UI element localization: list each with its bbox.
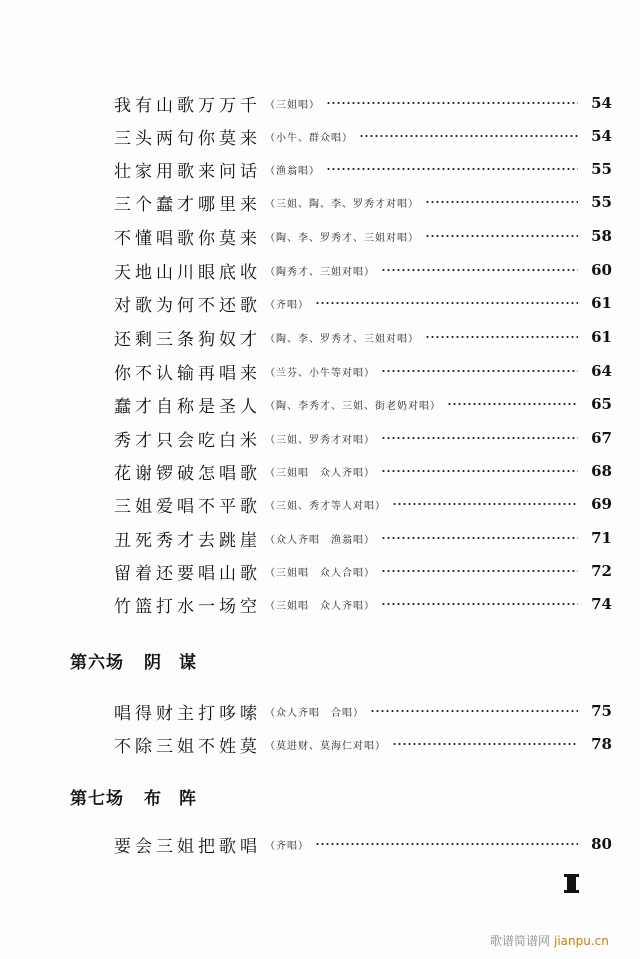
entry-page: 61 [591, 294, 612, 312]
entry-page: 60 [591, 261, 612, 279]
toc-entry[interactable] [114, 390, 612, 418]
entry-note: （三姐、秀才等人对唱） [265, 500, 386, 512]
entry-page: 71 [591, 529, 612, 547]
entry-title: 不除三姐不姓莫 [114, 736, 261, 757]
entry-page: 65 [591, 395, 612, 413]
entry-title: 不懂唱歌你莫来 [114, 228, 261, 249]
entry-page: 68 [591, 462, 612, 480]
entry-title: 蠢才自称是圣人 [114, 396, 261, 417]
entry-note: （齐唱） [265, 299, 309, 311]
entry-title: 你不认输再唱来 [114, 363, 261, 384]
watermark-site: jianpu.cn [554, 934, 609, 948]
section-number: 第七场 [70, 789, 124, 809]
entry-note: （陶、李、罗秀才、三姐对唱） [265, 232, 419, 244]
entry-page: 54 [591, 94, 612, 112]
entry-title: 花谢锣破怎唱歌 [114, 463, 261, 484]
entry-title: 秀才只会吃白米 [114, 430, 261, 451]
watermark [490, 932, 609, 949]
entry-title: 壮家用歌来问话 [114, 161, 261, 182]
entry-page: 61 [591, 328, 612, 346]
dot-leader [447, 399, 578, 409]
dot-leader [315, 298, 578, 308]
entry-title: 留着还要唱山歌 [114, 563, 261, 584]
entry-page: 67 [591, 429, 612, 447]
dot-leader [381, 366, 578, 376]
dot-leader [381, 433, 578, 443]
entry-note: （三姐、陶、李、罗秀才对唱） [265, 198, 419, 210]
entry-note: （三姐唱） [265, 99, 320, 111]
entry-title: 竹篮打水一场空 [114, 596, 261, 617]
entry-page: 54 [591, 127, 612, 145]
dot-leader [326, 164, 578, 174]
entry-note: （渔翁唱） [265, 165, 320, 177]
toc-entry[interactable] [114, 830, 612, 858]
entry-note: （三姐唱 众人合唱） [265, 567, 375, 579]
dot-leader [359, 131, 578, 141]
entry-note: （陶、李、罗秀才、三姐对唱） [265, 333, 419, 345]
toc-entry[interactable] [114, 524, 612, 552]
entry-title: 天地山川眼底收 [114, 262, 261, 283]
entry-note: （三姐唱 众人齐唱） [265, 600, 375, 612]
dot-leader [381, 265, 578, 275]
toc-entry[interactable] [114, 256, 612, 284]
entry-note: （小牛、群众唱） [265, 132, 353, 144]
entry-page: 72 [591, 562, 612, 580]
dot-leader [370, 706, 578, 716]
toc-entry[interactable] [114, 188, 612, 216]
entry-page: 80 [591, 835, 612, 853]
entry-note: （众人齐唱 渔翁唱） [265, 534, 375, 546]
entry-title: 三个蠢才哪里来 [114, 194, 261, 215]
section-number: 第六场 [70, 653, 124, 673]
entry-page: 74 [591, 595, 612, 613]
entry-note: （众人齐唱 合唱） [265, 707, 364, 719]
dot-leader [381, 533, 578, 543]
entry-note: （莫进财、莫海仁对唱） [265, 740, 386, 752]
dot-leader [381, 566, 578, 576]
entry-page: 75 [591, 702, 612, 720]
watermark-text: 歌谱简谱网 [490, 934, 551, 948]
entry-page: 64 [591, 362, 612, 380]
dot-leader [381, 466, 578, 476]
entry-note: （齐唱） [265, 840, 309, 852]
entry-page: 55 [591, 193, 612, 211]
entry-title: 唱得财主打哆嗦 [114, 703, 261, 724]
entry-page: 55 [591, 160, 612, 178]
dot-leader [326, 98, 578, 108]
toc-entry[interactable] [114, 89, 612, 117]
dot-leader [425, 332, 578, 342]
section-heading-scene7 [70, 784, 214, 809]
entry-title: 对歌为何不还歌 [114, 295, 261, 316]
dot-leader [315, 839, 578, 849]
section-heading-scene6 [70, 648, 214, 673]
page-marker-roman-numeral [567, 874, 576, 893]
entry-page: 78 [591, 735, 612, 753]
toc-entry[interactable] [114, 155, 612, 183]
dot-leader [425, 231, 578, 241]
entry-note: （三姐唱 众人齐唱） [265, 467, 375, 479]
entry-title: 三姐爱唱不平歌 [114, 496, 261, 517]
entry-note: （陶、李秀才、三姐、街老奶对唱） [265, 400, 441, 412]
toc-entry[interactable] [114, 457, 612, 485]
entry-title: 要会三姐把歌唱 [114, 836, 261, 857]
entry-page: 69 [591, 495, 612, 513]
entry-title: 丑死秀才去跳崖 [114, 530, 261, 551]
toc-entry[interactable] [114, 357, 612, 385]
toc-entry[interactable] [114, 697, 612, 725]
toc-entry[interactable] [114, 122, 612, 150]
toc-entry[interactable] [114, 424, 612, 452]
dot-leader [392, 739, 578, 749]
toc-entry[interactable] [114, 590, 612, 618]
dot-leader [381, 599, 578, 609]
dot-leader [392, 499, 578, 509]
toc-entry[interactable] [114, 730, 612, 758]
entry-title: 我有山歌万万千 [114, 95, 261, 116]
toc-entry[interactable] [114, 289, 612, 317]
entry-page: 58 [591, 227, 612, 245]
entry-note: （兰芬、小牛等对唱） [265, 367, 375, 379]
section-name: 阴谋 [144, 653, 214, 673]
entry-note: （三姐、罗秀才对唱） [265, 434, 375, 446]
toc-entry[interactable] [114, 490, 612, 518]
dot-leader [425, 197, 578, 207]
entry-title: 三头两句你莫来 [114, 128, 261, 149]
section-name: 布阵 [144, 789, 214, 809]
toc-entry[interactable] [114, 557, 612, 585]
toc-entry[interactable] [114, 222, 612, 250]
toc-entry[interactable] [114, 323, 612, 351]
entry-title: 还剩三条狗奴才 [114, 329, 261, 350]
entry-note: （陶秀才、三姐对唱） [265, 266, 375, 278]
